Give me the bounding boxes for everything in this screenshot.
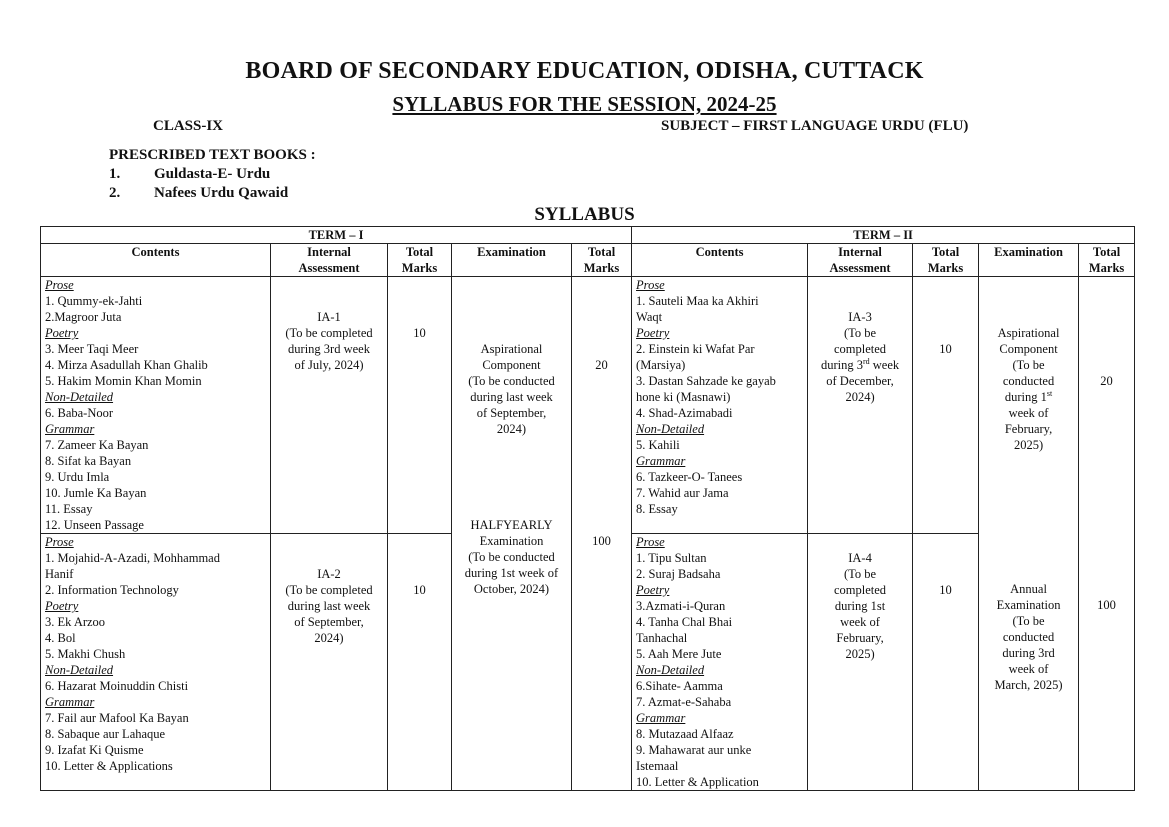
list-item: 2. Einstein ki Wafat Par <box>636 342 755 356</box>
list-item: 7. Wahid aur Jama <box>636 486 729 500</box>
list-item: 11. Essay <box>45 502 93 516</box>
ia4-cell <box>808 534 913 791</box>
cell-line: 2024) <box>314 631 344 645</box>
t2-exam-marks: 20 100 <box>1079 277 1135 791</box>
section-heading: Grammar <box>45 422 95 436</box>
syllabus-heading: SYLLABUS <box>534 204 635 225</box>
list-item: 6. Baba-Noor <box>45 406 114 420</box>
list-item: 1. Tipu Sultan <box>636 551 707 565</box>
cell-line: IA-4 <box>848 551 872 565</box>
cell-line: week of <box>1008 662 1049 676</box>
book-name: Nafees Urdu Qawaid <box>154 185 289 201</box>
cell-line: during 1st week of <box>464 566 559 580</box>
list-item: 10. Letter & Application <box>636 775 759 789</box>
list-item: 6.Sihate- Aamma <box>636 679 723 693</box>
list-item: 2. Information Technology <box>45 583 179 597</box>
list-item: 9. Izafat Ki Quisme <box>45 743 144 757</box>
book-name: Guldasta-E- Urdu <box>154 166 271 182</box>
cell-line: during last week <box>470 390 553 404</box>
col-examination: Examination <box>979 244 1079 277</box>
cell-line: week of <box>840 615 880 629</box>
t1-exam-cell <box>452 277 572 791</box>
list-item: 4. Tanha Chal Bhai <box>636 615 733 629</box>
list-item: Waqt <box>636 310 663 324</box>
book-item <box>109 184 316 203</box>
section-heading: Non-Detailed <box>45 663 114 677</box>
col-total-marks: Total Marks <box>913 244 979 277</box>
list-item: 4. Bol <box>45 631 76 645</box>
book-number: 2. <box>109 185 121 201</box>
cell-line: March, 2025) <box>994 678 1063 692</box>
list-item: 1. Sauteli Maa ka Akhiri <box>636 294 759 308</box>
list-item: 2. Suraj Badsaha <box>636 567 721 581</box>
ia2-marks: 10 <box>388 534 452 791</box>
cell-line: October, 2024) <box>473 582 550 596</box>
list-item: 3. Dastan Sahzade ke gayab <box>636 374 776 388</box>
cell-line: IA-2 <box>317 567 341 581</box>
prescribed-books <box>109 146 316 203</box>
cell-line: of September, <box>294 615 364 629</box>
ia3-cell: IA-3 (To be completed during 3rd week of December, 2024) <box>808 277 913 534</box>
list-item: (Marsiya) <box>636 358 686 372</box>
list-item: 10. Letter & Applications <box>45 759 173 773</box>
section-heading: Prose <box>636 535 665 549</box>
list-item: 1. Mojahid-A-Azadi, Mohhammad <box>45 551 220 565</box>
prescribed-heading: PRESCRIBED TEXT BOOKS : <box>109 147 316 163</box>
cell-line: 2024) <box>496 422 527 436</box>
t1-exam-marks: 20 100 <box>572 277 632 791</box>
section-heading: Prose <box>636 278 665 292</box>
list-item: 5. Aah Mere Jute <box>636 647 722 661</box>
list-item: 8. Sabaque aur Lahaque <box>45 727 166 741</box>
cell-line: conducted <box>1002 630 1055 644</box>
book-number: 1. <box>109 166 121 182</box>
cell-line: 2025) <box>845 647 875 661</box>
column-header-row <box>41 244 1135 277</box>
t2-contents-block-2 <box>632 534 808 791</box>
cell-line: during 1st <box>834 599 886 613</box>
section-heading: Poetry <box>45 326 79 340</box>
list-item: 8. Sifat ka Bayan <box>45 454 132 468</box>
list-item: 10. Jumle Ka Bayan <box>45 486 147 500</box>
section-heading: Non-Detailed <box>636 422 705 436</box>
list-item: 4. Mirza Asadullah Khan Ghalib <box>45 358 208 372</box>
book-item <box>109 165 316 184</box>
t1-contents-block-2 <box>41 534 271 791</box>
list-item: 9. Urdu Imla <box>45 470 110 484</box>
cell-line: during last week <box>287 599 371 613</box>
t1-contents-block-1 <box>41 277 271 534</box>
term-1-header: TERM – I <box>41 227 632 244</box>
list-item: 3. Meer Taqi Meer <box>45 342 139 356</box>
list-item: 8. Mutazaad Alfaaz <box>636 727 734 741</box>
col-contents: Contents <box>632 244 808 277</box>
col-total-marks: Total Marks <box>1079 244 1135 277</box>
list-item: 7. Zameer Ka Bayan <box>45 438 149 452</box>
cell-line: during 3rd week <box>288 342 370 356</box>
list-item: Istemaal <box>636 759 679 773</box>
cell-line: during 3rd <box>1002 646 1055 660</box>
col-total-marks: Total Marks <box>572 244 632 277</box>
section-heading: Non-Detailed <box>636 663 705 677</box>
cell-line: February, <box>836 631 884 645</box>
list-item: Tanhachal <box>636 631 688 645</box>
list-item: 4. Shad-Azimabadi <box>636 406 733 420</box>
list-item: 1. Qummy-ek-Jahti <box>45 294 143 308</box>
cell-line: HALFYEARLY <box>470 518 553 532</box>
list-item: 8. Essay <box>636 502 678 516</box>
list-item: 12. Unseen Passage <box>45 518 144 532</box>
section-heading: Poetry <box>45 599 79 613</box>
ia4-marks: 10 <box>913 534 979 791</box>
ia2-cell <box>271 534 388 791</box>
col-internal-assessment: Internal Assessment <box>808 244 913 277</box>
ia1-cell <box>271 277 388 534</box>
cell-line: (To be conducted <box>468 374 555 388</box>
t2-contents-block-1 <box>632 277 808 534</box>
board-title: BOARD OF SECONDARY EDUCATION, ODISHA, CUTTACK <box>245 58 924 84</box>
section-heading: Poetry <box>636 583 670 597</box>
subject-label: SUBJECT – FIRST LANGUAGE URDU (FLU) <box>661 118 969 134</box>
cell-line: completed <box>833 583 887 597</box>
cell-line: Examination <box>996 598 1061 612</box>
col-internal-assessment: Internal Assessment <box>271 244 388 277</box>
col-contents: Contents <box>41 244 271 277</box>
list-item: 6. Tazkeer-O- Tanees <box>636 470 743 484</box>
section-heading: Poetry <box>636 326 670 340</box>
syllabus-row-1 <box>41 277 1135 534</box>
cell-line: Component <box>482 358 541 372</box>
section-heading: Non-Detailed <box>45 390 114 404</box>
section-heading: Prose <box>45 535 74 549</box>
list-item: 2.Magroor Juta <box>45 310 122 324</box>
list-item: 3. Ek Arzoo <box>45 615 106 629</box>
t2-exam-cell: Aspirational Component (To be conducted during 1st week of February, 2025) Annual Examination (To be conducted during 3rd week of March, 2025) <box>979 277 1079 791</box>
cell-line: IA-1 <box>317 310 341 324</box>
list-item: 6. Hazarat Moinuddin Chisti <box>45 679 189 693</box>
list-item: Hanif <box>45 567 74 581</box>
list-item: 5. Kahili <box>636 438 680 452</box>
syllabus-table <box>40 226 1135 791</box>
class-label: CLASS-IX <box>153 118 224 134</box>
cell-line: (To be completed <box>285 583 373 597</box>
term-2-header: TERM – II <box>632 227 1135 244</box>
col-total-marks: Total Marks <box>388 244 452 277</box>
cell-line: Aspirational <box>480 342 543 356</box>
cell-line: (To be <box>1012 614 1045 628</box>
ia3-marks: 10 <box>913 277 979 534</box>
cell-line: (To be completed <box>285 326 373 340</box>
cell-line: (To be conducted <box>468 550 555 564</box>
cell-line: of September, <box>476 406 547 420</box>
section-heading: Grammar <box>636 711 686 725</box>
section-heading: Prose <box>45 278 74 292</box>
list-item: hone ki (Masnawi) <box>636 390 731 404</box>
ia1-marks: 10 <box>388 277 452 534</box>
cell-line: of July, 2024) <box>294 358 364 372</box>
section-heading: Grammar <box>636 454 686 468</box>
list-item: 5. Makhi Chush <box>45 647 126 661</box>
cell-line: Annual <box>1010 582 1047 596</box>
list-item: 5. Hakim Momin Khan Momin <box>45 374 202 388</box>
cell-line: Examination <box>479 534 544 548</box>
session-subtitle: SYLLABUS FOR THE SESSION, 2024-25 <box>392 92 777 116</box>
list-item: 7. Fail aur Mafool Ka Bayan <box>45 711 189 725</box>
list-item: 9. Mahawarat aur unke <box>636 743 752 757</box>
list-item: 3.Azmati-i-Quran <box>636 599 726 613</box>
list-item: 7. Azmat-e-Sahaba <box>636 695 732 709</box>
col-examination: Examination <box>452 244 572 277</box>
section-heading: Grammar <box>45 695 95 709</box>
cell-line: (To be <box>843 567 877 581</box>
